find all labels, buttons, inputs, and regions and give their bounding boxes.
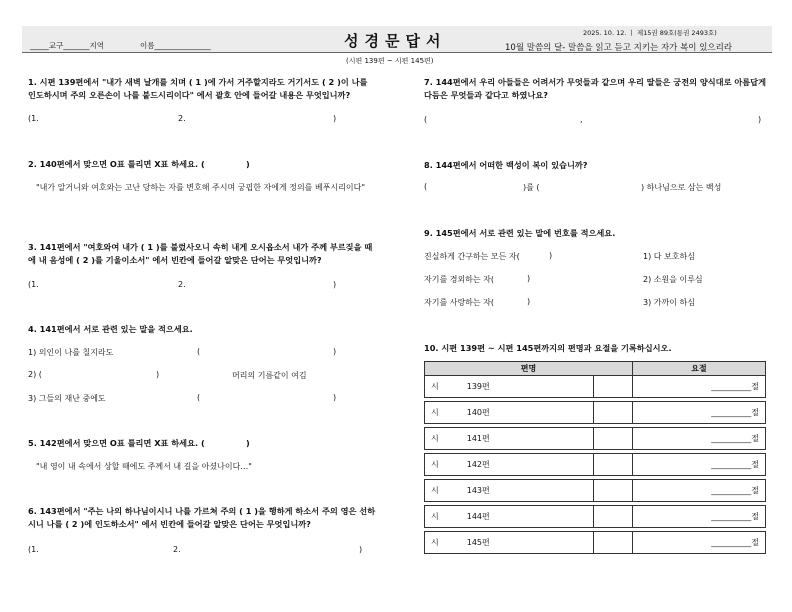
q9-row1-close[interactable]: ) — [549, 251, 553, 260]
psalm-chapter-cell — [425, 454, 594, 476]
psalm-prefix: 시 — [431, 512, 439, 521]
q3-bracket-close: ) — [333, 280, 337, 289]
table-row — [425, 454, 766, 476]
verse-field[interactable]: __________절 — [633, 402, 766, 424]
q6-bracket-close: ) — [359, 545, 363, 554]
psalm-chapter-cell — [425, 480, 594, 502]
psalm-chapter: 144편 — [466, 512, 490, 521]
psalm-name-field[interactable] — [594, 376, 633, 398]
question-8-text: 8. 144편에서 어떠한 백성이 복이 있습니까? — [424, 160, 588, 170]
q4-row1-left: 1) 의인이 나를 칠지라도 — [28, 348, 114, 357]
question-7-text: 7. 144편에서 우리 아들들은 어려서가 무엇들과 같으며 우리 딸들은 궁전의 양식대로 아름답게 다듬은 무엇들과 같다고 하였나요? — [424, 77, 766, 100]
psalm-prefix: 시 — [431, 538, 439, 547]
scripture-range: (시편 139편 ~ 시편 145편) — [346, 57, 434, 65]
monthly-motto: 10월 말씀의 달- 말씀을 읽고 듣고 지키는 자가 복이 있으리라 — [505, 43, 733, 53]
psalm-prefix: 시 — [431, 460, 439, 469]
psalm-chapter-cell — [425, 402, 594, 424]
table-row — [425, 428, 766, 450]
q9-row2-close[interactable]: ) — [527, 274, 531, 283]
q9-row2-left: 자기를 경외하는 자( — [424, 275, 495, 284]
psalm-name-field[interactable] — [594, 402, 633, 424]
page-title: 성경문답서 — [344, 32, 447, 50]
q9-row3-right: 3) 가까이 하심 — [643, 298, 695, 307]
psalm-chapter: 140편 — [466, 408, 490, 417]
psalm-chapter: 145편 — [466, 538, 490, 547]
q9-row3-left: 자기를 사랑하는 자( — [424, 298, 495, 307]
q9-row1-right: 1) 다 보호하심 — [643, 252, 695, 261]
question-5-quote: "내 영이 내 속에서 상할 때에도 주께서 내 길을 아셨나이다…" — [36, 462, 252, 471]
q7-separator[interactable]: , — [580, 115, 583, 124]
q4-row2-blank[interactable]: 2) ( — [28, 370, 42, 379]
parish-field[interactable]: _____교구_______지역 — [30, 41, 104, 50]
q9-row2-right: 2) 소원을 이루심 — [643, 275, 703, 284]
q6-blank-2[interactable]: 2. — [173, 545, 181, 554]
q3-blank-2[interactable]: 2. — [178, 280, 186, 289]
table-row — [425, 532, 766, 554]
psalm-name-field[interactable] — [594, 454, 633, 476]
q6-bracket-open[interactable]: (1. — [28, 545, 39, 554]
q1-blank-2[interactable]: 2. — [178, 114, 186, 123]
psalm-prefix: 시 — [431, 382, 439, 391]
q8-tail: ) 하나님으로 삼는 백성 — [641, 183, 722, 192]
verse-field[interactable]: __________절 — [633, 428, 766, 450]
q4-row2-close: ) — [156, 370, 160, 379]
name-field[interactable]: 이름_______________ — [140, 41, 211, 50]
question-5-text: 5. 142편에서 맞으면 O표 틀리면 X표 하세요. ( — [28, 438, 205, 448]
q8-bracket-open[interactable]: ( — [424, 182, 428, 191]
psalm-chapter-cell — [425, 506, 594, 528]
q4-row1-close: ) — [333, 347, 337, 356]
q4-row2-right: 머리의 기름같이 여김 — [232, 371, 307, 380]
question-10-text: 10. 시편 139편 ~ 시편 145편까지의 편명과 요절을 기록하십시오. — [424, 343, 672, 353]
psalm-chapter: 139편 — [466, 382, 490, 391]
verse-field[interactable]: __________절 — [633, 532, 766, 554]
psalm-chapter: 143편 — [466, 486, 490, 495]
psalm-chapter-cell — [425, 428, 594, 450]
q9-row1-left: 진실하게 간구하는 모든 자( — [424, 252, 520, 261]
psalm-prefix: 시 — [431, 434, 439, 443]
psalm-name-field[interactable] — [594, 480, 633, 502]
q5-answer-close[interactable]: ) — [246, 438, 250, 448]
table-header-name: 편명 — [425, 362, 633, 376]
table-row — [425, 376, 766, 398]
table-row — [425, 480, 766, 502]
q1-bracket-close: ) — [333, 114, 337, 123]
q7-bracket-open[interactable]: ( — [424, 115, 428, 124]
q4-row3-close: ) — [333, 393, 337, 402]
q4-row3-blank[interactable]: ( — [197, 393, 201, 402]
table-row — [425, 506, 766, 528]
psalm-chapter: 142편 — [466, 460, 490, 469]
q4-row1-blank[interactable]: ( — [197, 347, 201, 356]
table-header-verse: 요절 — [633, 362, 766, 376]
q2-answer-close[interactable]: ) — [246, 159, 250, 169]
q4-row3-left: 3) 그들의 재난 중에도 — [28, 394, 106, 403]
issue-info: 2025. 10. 12. ㅣ 제15권 89호(통권 2493호) — [583, 29, 717, 37]
verse-field[interactable]: __________절 — [633, 480, 766, 502]
psalm-name-field[interactable] — [594, 428, 633, 450]
question-4-text: 4. 141편에서 서로 관련 있는 말을 적으세요. — [28, 324, 193, 334]
q1-bracket-open[interactable]: (1. — [28, 114, 39, 123]
q7-bracket-close: ) — [758, 115, 762, 124]
question-3-text: 3. 141편에서 "여호와여 내가 ( 1 )를 불렀사오니 속히 내게 오시옵소서 내가 주께 부르짖을 때에 내 음성에 ( 2 )를 기울이소서" 에서 빈칸에 들어갈 알맞은 단어는 무엇입니까? — [28, 242, 373, 265]
psalm-chapter-cell — [425, 376, 594, 398]
q8-blank-2[interactable]: )를 ( — [523, 183, 540, 192]
question-9-text: 9. 145편에서 서로 관련 있는 말에 번호를 적으세요. — [424, 228, 616, 238]
psalm-prefix: 시 — [431, 486, 439, 495]
question-2-text: 2. 140편에서 맞으면 O표 틀리면 X표 하세요. ( — [28, 159, 205, 169]
psalm-name-field[interactable] — [594, 532, 633, 554]
question-6-text: 6. 143편에서 "주는 나의 하나님이시니 나를 가르쳐 주의 ( 1 )을 행하게 하소서 주의 영은 선하시니 나를 ( 2 )에 인도하소서" 에서 빈칸에 들어갈 알맞은 단어는 무엇입니까? — [28, 506, 376, 529]
table-row — [425, 402, 766, 424]
psalm-name-field[interactable] — [594, 506, 633, 528]
question-2-quote: "내가 알거니와 여호와는 고난 당하는 자를 변호해 주시며 궁핍한 자에게 정의를 베푸시리이다" — [36, 183, 365, 192]
psalm-prefix: 시 — [431, 408, 439, 417]
verse-field[interactable]: __________절 — [633, 454, 766, 476]
psalm-chapter-cell — [425, 532, 594, 554]
q3-bracket-open[interactable]: (1. — [28, 280, 39, 289]
psalm-chapter: 141편 — [466, 434, 490, 443]
verse-field[interactable]: __________절 — [633, 376, 766, 398]
q9-row3-close[interactable]: ) — [527, 297, 531, 306]
question-1-text: 1. 시편 139편에서 "내가 새벽 날개를 치며 ( 1 )에 가서 거주할지라도 거기서도 ( 2 )이 나를 인도하시며 주의 오른손이 나를 붙드시리이다" 에서 괄호 안에 들어갈 내용은 무엇입니까? — [28, 77, 368, 100]
psalm-verse-table — [424, 361, 766, 554]
verse-field[interactable]: __________절 — [633, 506, 766, 528]
